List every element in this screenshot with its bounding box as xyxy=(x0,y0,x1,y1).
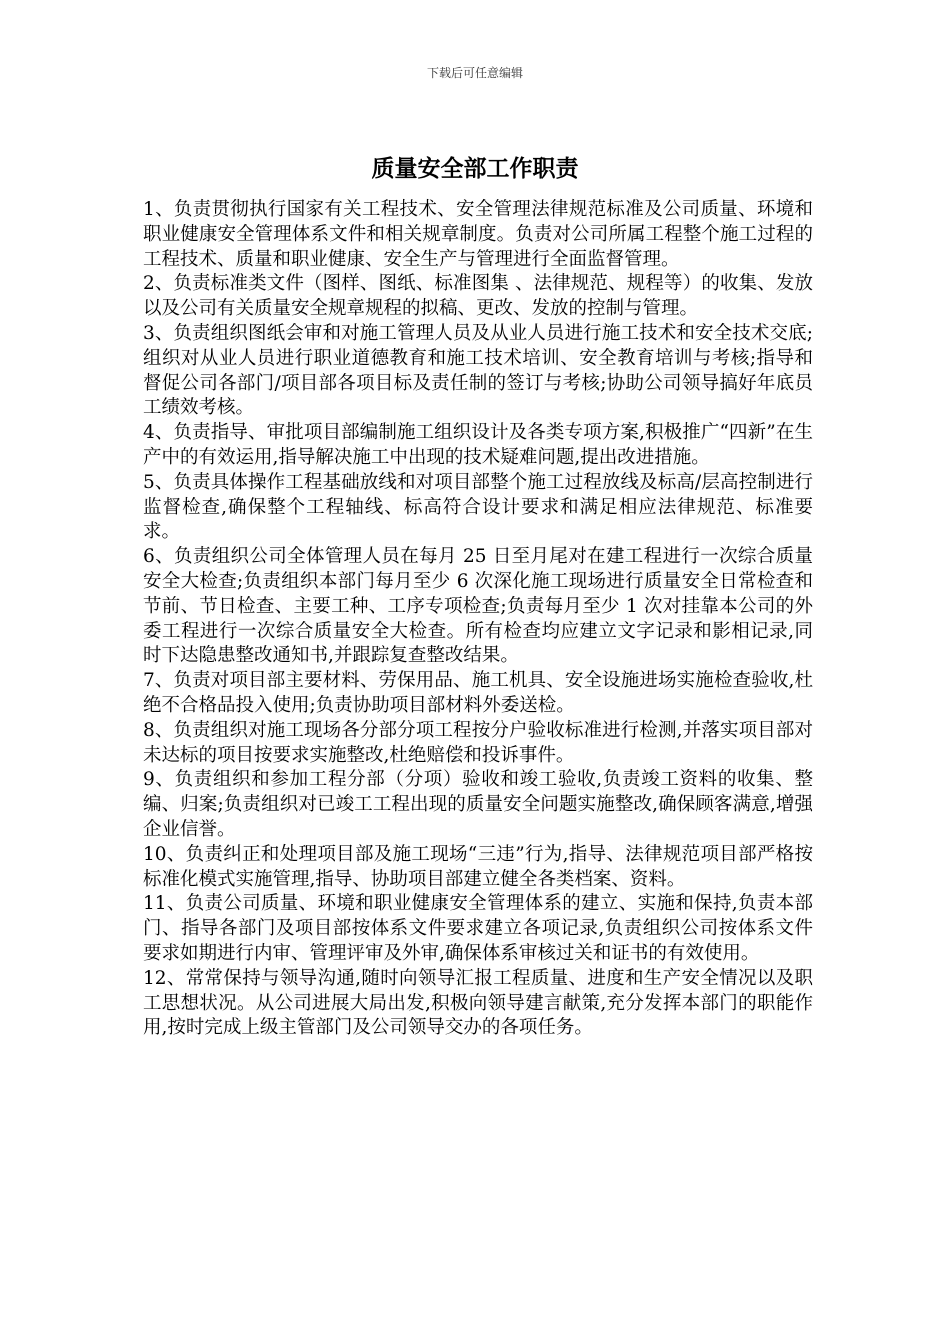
document-title: 质量安全部工作职责 xyxy=(371,155,579,182)
duty-paragraph-8: 8、负责组织对施工现场各分部分项工程按分户验收标准进行检测,并落实项目部对未达标的项目按要求实施整改,杜绝赔偿和投诉事件。 xyxy=(143,719,813,766)
duty-paragraph-11: 11、负责公司质量、环境和职业健康安全管理体系的建立、实施和保持,负责本部门、指导各部门及项目部按体系文件要求建立各项记录,负责组织公司按体系文件要求如期进行内审、管理评审及外审,确保体系审核过关和证书的有效使用。 xyxy=(143,893,813,964)
duty-paragraph-3: 3、负责组织图纸会审和对施工管理人员及从业人员进行施工技术和安全技术交底;组织对从业人员进行职业道德教育和施工技术培训、安全教育培训与考核;指导和督促公司各部门/项目部各项目标及责任制的签订与考核;协助公司领导搞好年底员工绩效考核。 xyxy=(143,322,813,419)
duty-paragraph-1: 1、负责贯彻执行国家有关工程技术、安全管理法律规范标准及公司质量、环境和职业健康安全管理体系文件和相关规章制度。负责对公司所属工程整个施工过程的工程技术、质量和职业健康、安全生产与管理进行全面监督管理。 xyxy=(143,199,813,270)
duty-paragraph-6: 6、负责组织公司全体管理人员在每月 25 日至月尾对在建工程进行一次综合质量安全大检查;负责组织本部门每月至少 6 次深化施工现场进行质量安全日常检查和节前、节日检查、主要工种、工序专项检查;负责每月至少 1 次对挂靠本公司的外委工程进行一次综合质量安全大检查。所有检查均应建立文字记录和影相记录,同时下达隐患整改通知书,并跟踪复查整改结果。 xyxy=(143,546,813,667)
duty-paragraph-4: 4、负责指导、审批项目部编制施工组织设计及各类专项方案,积极推广“四新”在生产中的有效运用,指导解决施工中出现的技术疑难问题,提出改进措施。 xyxy=(143,422,813,468)
duty-paragraph-12: 12、常常保持与领导沟通,随时向领导汇报工程质量、进度和生产安全情况以及职工思想状况。从公司进展大局出发,积极向领导建言献策,充分发挥本部门的职能作用,按时完成上级主管部门及公司领导交办的各项任务。 xyxy=(143,967,813,1039)
duty-paragraph-9: 9、负责组织和参加工程分部（分项）验收和竣工验收,负责竣工资料的收集、整编、归案;负责组织对已竣工工程出现的质量安全问题实施整改,确保顾客满意,增强企业信誉。 xyxy=(143,769,813,840)
duty-paragraph-10: 10、负责纠正和处理项目部及施工现场“三违”行为,指导、法律规范项目部严格按标准化模式实施管理,指导、协助项目部建立健全各类档案、资料。 xyxy=(143,843,813,890)
duty-paragraph-7: 7、负责对项目部主要材料、劳保用品、施工机具、安全设施进场实施检查验收,杜绝不合格品投入使用;负责协助项目部材料外委送检。 xyxy=(143,670,813,716)
document-body xyxy=(143,198,813,1041)
duty-paragraph-5: 5、负责具体操作工程基础放线和对项目部整个施工过程放线及标高/层高控制进行监督检查,确保整个工程轴线、标高符合设计要求和满足相应法律规范、标准要求。 xyxy=(143,471,813,543)
page-header-note: 下载后可任意编辑 xyxy=(426,66,523,80)
duty-paragraph-2: 2、负责标准类文件（图样、图纸、标准图集 、法律规范、规程等）的收集、发放以及公司有关质量安全规章规程的拟稿、更改、发放的控制与管理。 xyxy=(143,273,813,320)
